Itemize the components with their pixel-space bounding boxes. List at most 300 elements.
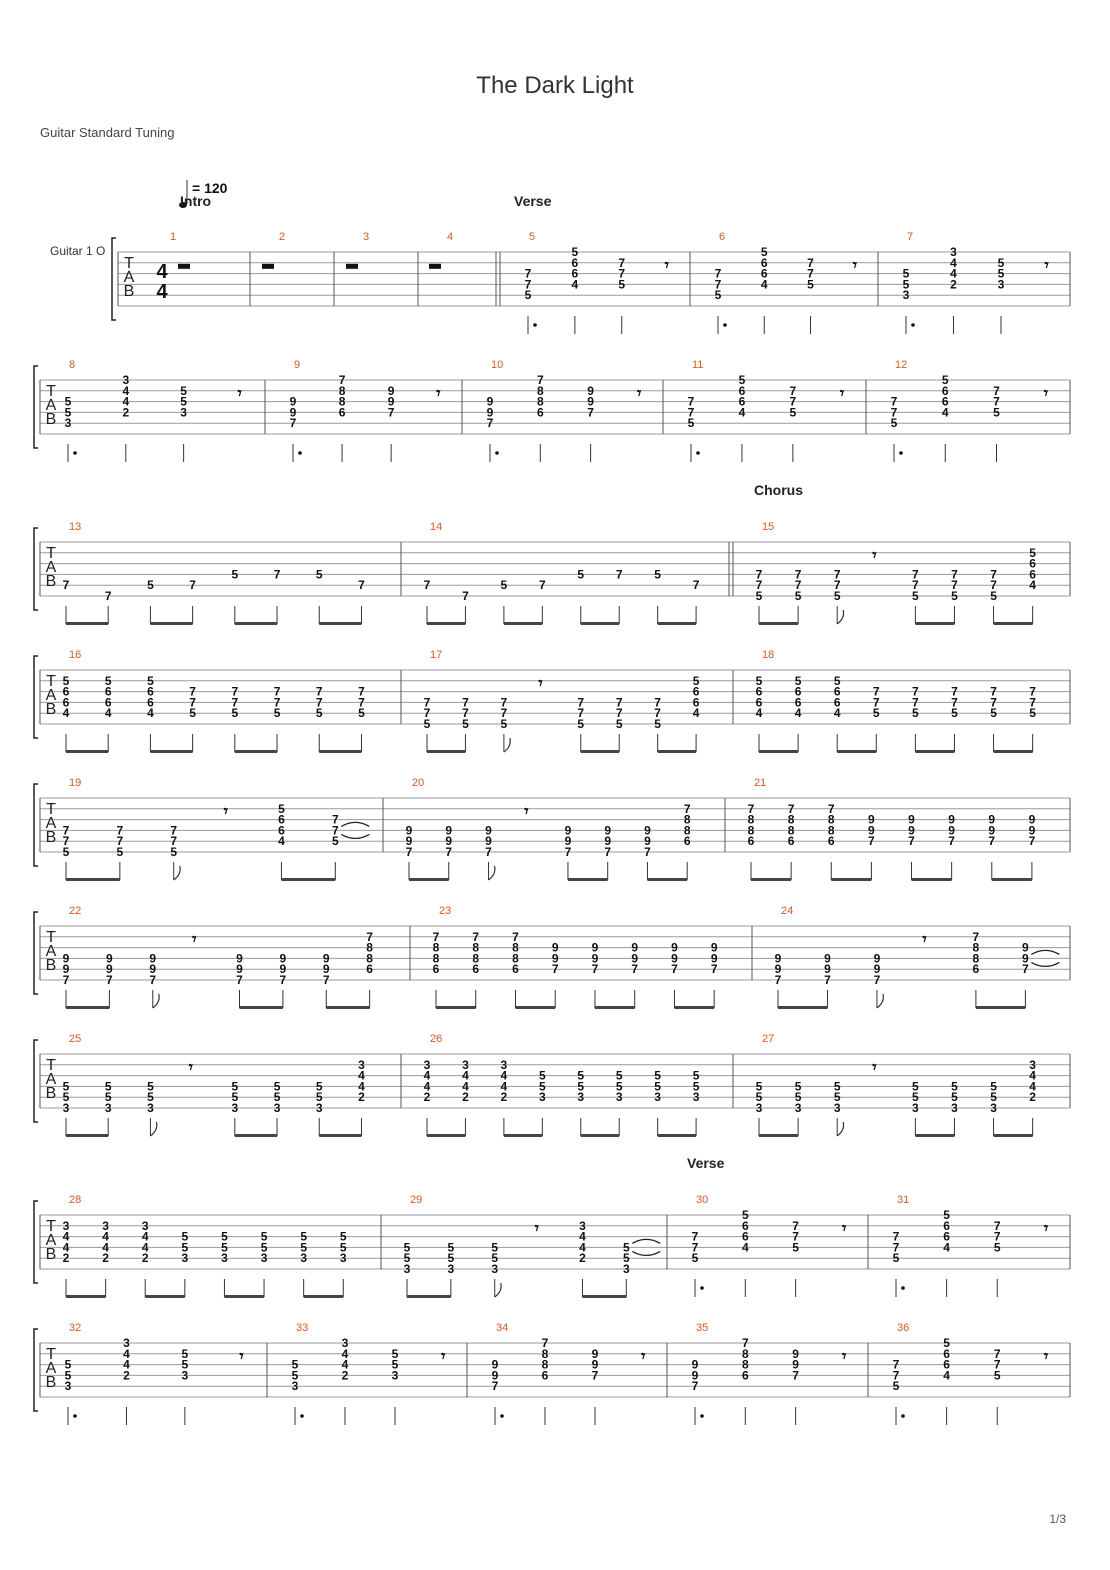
eighth-beam (976, 1006, 1025, 1009)
fret-number: 7 (577, 695, 585, 710)
eighth-rest: 𝄾 (237, 385, 242, 403)
fret-number: 3 (62, 1101, 70, 1115)
fret-number: 2 (62, 1251, 70, 1266)
eighth-beam (759, 1134, 798, 1137)
eighth-beam (224, 1295, 264, 1298)
fret-number: 5 (64, 1368, 72, 1383)
fret-number: 7 (710, 962, 718, 977)
fret-number: 9 (289, 394, 297, 409)
fret-number: 3 (579, 1218, 586, 1233)
tab-clef-letter: T (46, 801, 56, 818)
fret-number: 5 (912, 1079, 919, 1094)
fret-number: 7 (273, 567, 281, 582)
fret-number: 5 (391, 1357, 399, 1372)
fret-number: 3 (147, 1101, 154, 1115)
eighth-beam (759, 750, 798, 753)
fret-number: 5 (892, 1251, 900, 1266)
fret-number: 7 (908, 834, 915, 849)
fret-number: 7 (445, 845, 453, 859)
fret-number: 9 (710, 940, 718, 955)
tie-arc (1031, 950, 1059, 954)
fret-number: 4 (62, 1240, 70, 1255)
fret-number: 4 (122, 383, 130, 398)
fret-number: 3 (181, 1251, 189, 1266)
fret-number: 5 (358, 706, 365, 721)
fret-number: 9 (908, 823, 915, 838)
fret-number: 4 (500, 1079, 508, 1094)
system-bracket (34, 1201, 38, 1283)
fret-number: 4 (104, 706, 112, 721)
tab-clef-letter: A (45, 943, 57, 960)
fret-number: 7 (691, 1240, 699, 1255)
fret-number: 5 (291, 1357, 299, 1372)
fret-number: 4 (423, 1079, 431, 1094)
bar-number: 12 (895, 359, 908, 371)
eighth-rest: 𝄾 (841, 1348, 847, 1366)
fret-number: 2 (500, 1090, 508, 1105)
eighth-rest: 𝄾 (641, 1348, 646, 1366)
fret-number: 6 (432, 962, 440, 977)
eighth-beam (409, 878, 449, 881)
fret-number: 2 (579, 1251, 586, 1266)
fret-number: 2 (123, 1368, 130, 1383)
fret-number: 3 (491, 1262, 499, 1276)
fret-number: 5 (180, 394, 187, 409)
fret-number: 7 (604, 845, 612, 859)
eighth-beam (145, 1295, 185, 1298)
bar-number: 25 (69, 1033, 82, 1045)
fret-number: 7 (538, 578, 546, 593)
fret-number: 4 (794, 706, 802, 721)
fret-number: 7 (577, 706, 585, 721)
fret-number: 5 (315, 567, 323, 582)
tab-clef-letter: T (46, 1218, 56, 1235)
fret-number: 2 (1029, 1090, 1036, 1105)
fret-number: 7 (462, 706, 469, 721)
fret-number: 6 (760, 255, 768, 270)
fret-number: 7 (807, 255, 814, 270)
fret-number: 3 (300, 1251, 308, 1266)
fret-number: 7 (951, 567, 958, 582)
fret-number: 4 (102, 1229, 109, 1244)
fret-number: 9 (564, 823, 572, 838)
fret-number: 9 (948, 823, 955, 838)
tab-clef-letter: B (45, 411, 57, 428)
fret-number: 5 (315, 706, 323, 721)
fret-number: 5 (755, 673, 763, 688)
fret-number: 5 (221, 1240, 228, 1255)
fret-number: 3 (180, 405, 187, 420)
fret-number: 7 (993, 394, 1000, 409)
fret-number: 9 (710, 951, 718, 966)
eighth-beam (504, 622, 542, 625)
fret-number: 4 (941, 405, 949, 420)
fret-number: 5 (577, 567, 585, 582)
bar-number: 17 (430, 649, 443, 661)
fret-number: 9 (591, 940, 599, 955)
bar-number: 21 (754, 777, 767, 789)
fret-number: 7 (62, 823, 70, 838)
fret-number: 6 (278, 823, 285, 838)
eighth-rest: 𝄾 (188, 1059, 193, 1077)
fret-number: 5 (654, 1068, 661, 1083)
fret-number: 5 (64, 405, 72, 420)
bar-number: 23 (439, 905, 452, 917)
fret-number: 7 (591, 1368, 599, 1383)
eighth-beam (304, 1295, 344, 1298)
fret-number: 2 (462, 1090, 469, 1105)
eighth-flag (488, 866, 494, 880)
fret-number: 7 (512, 929, 519, 944)
dotted-note-dot (911, 323, 915, 327)
fret-number: 8 (787, 812, 795, 827)
fret-number: 7 (714, 266, 722, 281)
bar-number: 16 (69, 649, 82, 661)
fret-number: 3 (447, 1262, 455, 1276)
bar-number: 24 (781, 905, 794, 917)
fret-number: 5 (339, 1240, 347, 1255)
eighth-rest: 𝄾 (524, 803, 529, 821)
fret-number: 3 (615, 1090, 623, 1105)
eighth-beam (674, 1006, 714, 1009)
eighth-beam (504, 1134, 542, 1137)
fret-number: 5 (62, 845, 70, 859)
bar-number: 30 (696, 1194, 709, 1206)
fret-number: 7 (872, 684, 880, 699)
fret-number: 6 (147, 684, 154, 699)
fret-number: 7 (279, 973, 287, 987)
fret-number: 3 (951, 1101, 958, 1115)
fret-number: 5 (622, 1240, 630, 1255)
fret-number: 7 (747, 801, 755, 816)
fret-number: 3 (654, 1090, 661, 1105)
fret-number: 5 (491, 1240, 499, 1255)
fret-number: 8 (747, 823, 755, 838)
tab-clef-letter: B (45, 957, 57, 974)
fret-number: 6 (747, 834, 755, 849)
eighth-beam (319, 750, 361, 753)
fret-number: 7 (892, 1368, 900, 1383)
fret-number: 9 (868, 812, 875, 827)
fret-number: 7 (687, 405, 695, 420)
fret-number: 7 (116, 823, 124, 838)
eighth-beam (66, 878, 120, 881)
fret-number: 5 (260, 1240, 268, 1255)
fret-number: 4 (579, 1229, 586, 1244)
fret-number: 6 (941, 394, 949, 409)
fret-number: 7 (993, 383, 1000, 398)
tab-clef-letter: A (45, 397, 57, 414)
fret-number: 5 (181, 1229, 189, 1244)
fret-number: 7 (892, 1240, 900, 1255)
fret-number: 6 (738, 394, 746, 409)
eighth-beam (837, 750, 876, 753)
fret-number: 6 (1029, 567, 1036, 582)
fret-number: 5 (692, 673, 700, 688)
fret-number: 5 (789, 405, 797, 420)
fret-number: 5 (872, 706, 880, 721)
fret-number: 3 (462, 1057, 469, 1072)
fret-number: 6 (794, 695, 802, 710)
fret-number: 5 (912, 1090, 919, 1105)
eighth-beam (647, 878, 687, 881)
fret-number: 7 (591, 962, 599, 977)
eighth-beam (778, 1006, 827, 1009)
dotted-note-dot (73, 451, 77, 455)
fret-number: 9 (868, 823, 875, 838)
fret-number: 7 (988, 834, 996, 849)
tab-clef-letter: T (46, 673, 56, 690)
fret-number: 3 (622, 1262, 630, 1276)
fret-number: 2 (122, 405, 130, 420)
fret-number: 6 (943, 1357, 950, 1372)
section-label: Verse (687, 1155, 725, 1171)
fret-number: 9 (948, 812, 955, 827)
fret-number: 5 (315, 1090, 323, 1105)
fret-number: 7 (189, 684, 196, 699)
fret-number: 3 (692, 1090, 700, 1105)
fret-number: 7 (774, 973, 782, 987)
fret-number: 7 (462, 589, 469, 603)
eighth-beam (751, 878, 791, 881)
fret-number: 5 (714, 288, 722, 303)
fret-number: 7 (366, 929, 373, 944)
fret-number: 7 (524, 266, 532, 281)
eighth-flag (174, 866, 180, 880)
fret-number: 8 (536, 394, 544, 409)
fret-number: 4 (738, 405, 746, 420)
fret-number: 6 (472, 962, 480, 977)
fret-number: 9 (289, 405, 297, 420)
fret-number: 4 (571, 277, 579, 292)
fret-number: 7 (231, 695, 239, 710)
eighth-rest: 𝄾 (1044, 257, 1049, 275)
fret-number: 9 (792, 1346, 799, 1361)
fret-number: 5 (339, 1229, 347, 1244)
whole-rest (262, 264, 274, 269)
fret-number: 9 (1028, 823, 1036, 838)
fret-number: 5 (654, 567, 661, 582)
bar-number: 19 (69, 777, 82, 789)
tab-clef-letter: A (45, 1360, 57, 1377)
fret-number: 6 (741, 1229, 749, 1244)
eighth-rest: 𝄾 (922, 931, 927, 949)
fret-number: 9 (62, 951, 70, 966)
eighth-rest: 𝄾 (664, 257, 669, 275)
fret-number: 7 (892, 1229, 900, 1244)
fret-number: 5 (890, 416, 898, 431)
fret-number: 5 (181, 1346, 189, 1361)
fret-number: 9 (691, 1357, 699, 1372)
fret-number: 4 (62, 706, 70, 721)
fret-number: 7 (524, 277, 532, 292)
fret-number: 7 (691, 1379, 699, 1394)
eighth-beam (319, 1134, 361, 1137)
fret-number: 4 (358, 1068, 365, 1083)
eighth-flag (495, 1283, 501, 1297)
fret-number: 7 (827, 801, 835, 816)
fret-number: 9 (631, 951, 639, 966)
fret-number: 9 (644, 823, 651, 838)
fret-number: 6 (755, 684, 763, 699)
fret-number: 5 (990, 706, 997, 721)
fret-number: 6 (833, 684, 841, 699)
fret-number: 7 (104, 589, 112, 603)
bar-number: 31 (897, 1194, 910, 1206)
eighth-beam (150, 622, 192, 625)
fret-number: 7 (755, 578, 763, 593)
fret-number: 4 (341, 1357, 349, 1372)
fret-number: 5 (170, 845, 178, 859)
fret-number: 6 (941, 383, 949, 398)
fret-number: 5 (990, 1079, 997, 1094)
fret-number: 4 (122, 394, 130, 409)
fret-number: 9 (988, 812, 996, 827)
fret-number: 7 (912, 567, 919, 582)
eighth-rest: 𝄾 (538, 675, 543, 693)
fret-number: 5 (104, 673, 112, 688)
fret-number: 6 (512, 962, 519, 977)
fret-number: 5 (273, 1079, 281, 1094)
fret-number: 7 (170, 823, 178, 838)
bar-number: 26 (430, 1033, 443, 1045)
fret-number: 9 (405, 823, 413, 838)
fret-number: 8 (366, 951, 373, 966)
fret-number: 4 (1029, 1068, 1036, 1083)
fret-number: 5 (500, 578, 508, 593)
fret-number: 4 (950, 255, 957, 270)
bar-number: 34 (496, 1322, 509, 1334)
fret-number: 9 (873, 962, 881, 977)
fret-number: 5 (260, 1229, 268, 1244)
fret-number: 6 (571, 255, 579, 270)
bar-number: 29 (410, 1194, 423, 1206)
page-number: 1/3 (1049, 1512, 1066, 1526)
fret-number: 8 (472, 940, 480, 955)
fret-number: 3 (315, 1101, 323, 1115)
dotted-note-dot (495, 451, 499, 455)
fret-number: 7 (890, 405, 898, 420)
fret-number: 9 (774, 962, 782, 977)
fret-number: 7 (671, 962, 678, 977)
fret-number: 7 (755, 567, 763, 582)
fret-number: 4 (692, 706, 700, 721)
system-bracket (34, 1040, 38, 1122)
fret-number: 9 (691, 1368, 699, 1383)
bar-number: 14 (430, 521, 443, 533)
eighth-rest: 𝄾 (872, 547, 877, 565)
fret-number: 5 (524, 288, 532, 303)
tab-clef-letter: A (45, 815, 57, 832)
fret-number: 6 (147, 695, 154, 710)
fret-number: 5 (692, 1068, 700, 1083)
fret-number: 5 (273, 706, 281, 721)
eighth-rest: 𝄾 (441, 1348, 446, 1366)
tab-clef-letter: A (45, 1071, 57, 1088)
fret-number: 9 (445, 834, 453, 849)
fret-number: 6 (683, 834, 691, 849)
fret-number: 4 (500, 1068, 508, 1083)
bar-number: 22 (69, 905, 82, 917)
fret-number: 7 (692, 578, 700, 593)
fret-number: 7 (951, 578, 958, 593)
tab-clef-letter: B (45, 1374, 57, 1391)
tie-arc (632, 1239, 660, 1243)
fret-number: 3 (794, 1101, 802, 1115)
fret-number: 9 (485, 834, 492, 849)
fret-number: 9 (631, 940, 639, 955)
eighth-beam (235, 1134, 277, 1137)
fret-number: 7 (951, 684, 958, 699)
fret-number: 6 (692, 684, 700, 699)
fret-number: 7 (472, 929, 480, 944)
eighth-beam (427, 1134, 465, 1137)
fret-number: 5 (231, 567, 239, 582)
fret-number: 3 (902, 288, 910, 303)
fret-number: 6 (794, 684, 802, 699)
fret-number: 9 (106, 962, 113, 977)
fret-number: 9 (604, 823, 612, 838)
fret-number: 3 (181, 1368, 189, 1383)
eighth-beam (658, 622, 696, 625)
eighth-beam (240, 1006, 283, 1009)
fret-number: 7 (358, 684, 365, 699)
fret-number: 6 (760, 266, 768, 281)
bar-number: 33 (296, 1322, 309, 1334)
fret-number: 7 (500, 706, 508, 721)
eighth-beam (582, 1295, 626, 1298)
bar-number: 11 (692, 359, 704, 371)
fret-number: 8 (827, 823, 835, 838)
eighth-beam (992, 878, 1032, 881)
fret-number: 4 (278, 834, 285, 849)
fret-number: 4 (358, 1079, 365, 1094)
bar-number: 15 (762, 521, 775, 533)
bar-number: 5 (529, 231, 536, 243)
eighth-beam (427, 622, 465, 625)
fret-number: 5 (833, 1079, 841, 1094)
fret-number: 5 (943, 1336, 950, 1350)
eighth-rest: 𝄾 (839, 385, 845, 403)
tab-clef-letter: T (46, 1057, 56, 1074)
fret-number: 7 (1029, 695, 1036, 710)
fret-number: 5 (403, 1240, 411, 1255)
fret-number: 7 (358, 578, 365, 593)
fret-number: 4 (147, 706, 154, 721)
eighth-flag (837, 610, 843, 624)
fret-number: 7 (948, 834, 955, 849)
fret-number: 9 (387, 394, 395, 409)
fret-number: 7 (231, 684, 239, 699)
fret-number: 7 (331, 823, 339, 838)
eighth-rest: 𝄾 (192, 931, 197, 949)
section-label: Verse (514, 193, 552, 209)
bar-number: 8 (69, 359, 76, 371)
fret-number: 8 (972, 940, 980, 955)
fret-number: 5 (403, 1251, 411, 1266)
fret-number: 9 (591, 951, 599, 966)
fret-number: 4 (62, 1229, 70, 1244)
fret-number: 5 (993, 1368, 1001, 1383)
eighth-beam (568, 878, 608, 881)
fret-number: 8 (512, 951, 519, 966)
eighth-rest: 𝄾 (841, 1220, 847, 1238)
fret-number: 5 (300, 1229, 308, 1244)
fret-number: 7 (792, 1229, 799, 1244)
fret-number: 7 (62, 973, 70, 987)
fret-number: 7 (618, 266, 626, 281)
fret-number: 5 (794, 1079, 802, 1094)
